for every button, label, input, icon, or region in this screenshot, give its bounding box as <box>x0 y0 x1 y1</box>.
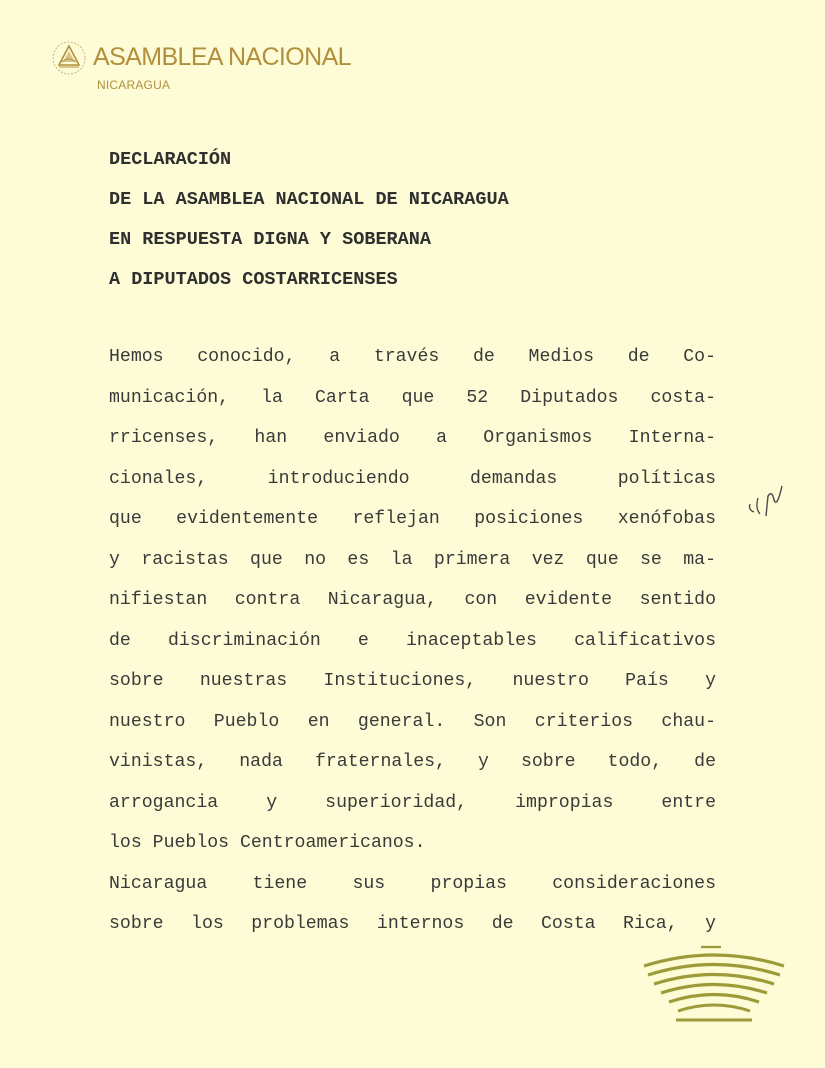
body-line: municación, la Carta que 52 Diputados costa- <box>109 387 716 408</box>
organization-name: ASAMBLEA NACIONAL <box>93 43 351 71</box>
body-line: nuestro Pueblo en general. Son criterios chau- <box>109 711 716 732</box>
body-line: nifiestan contra Nicaragua, con evidente sentido <box>109 590 716 610</box>
letterhead <box>45 38 465 98</box>
title-line: DE LA ASAMBLEA NACIONAL DE NICARAGUA <box>109 189 509 210</box>
title-line: EN RESPUESTA DIGNA Y SOBERANA <box>109 229 431 250</box>
declaration-body <box>109 337 716 945</box>
handwritten-initials-icon <box>742 478 802 528</box>
body-line: arrogancia y superioridad, impropias entre <box>109 792 716 813</box>
body-line: cionales, introduciendo demandas políticas <box>109 468 716 489</box>
body-line: los Pueblos Centroamericanos. <box>109 833 426 853</box>
declaration-title <box>109 140 729 300</box>
body-line: que evidentemente reflejan posiciones xenófobas <box>109 509 716 529</box>
parliament-emblem-icon <box>638 944 790 1026</box>
organization-country: NICARAGUA <box>97 78 171 92</box>
body-line: y racistas que no es la primera vez que se ma- <box>109 549 716 570</box>
title-line: DECLARACIÓN <box>109 149 232 170</box>
body-line: rricenses, han enviado a Organismos Interna- <box>109 428 716 448</box>
body-line: vinistas, nada fraternales, y sobre todo, de <box>109 752 716 772</box>
title-line: A DIPUTADOS COSTARRICENSES <box>109 269 398 290</box>
body-line: Nicaragua tiene sus propias consideraciones <box>109 873 716 894</box>
body-line: de discriminación e inaceptables calificativos <box>109 630 716 651</box>
body-line: Hemos conocido, a través de Medios de Co- <box>109 347 716 367</box>
coat-of-arms-icon <box>45 38 93 78</box>
body-line: sobre los problemas internos de Costa Rica, y <box>109 914 716 934</box>
body-line: sobre nuestras Instituciones, nuestro País y <box>109 671 716 691</box>
